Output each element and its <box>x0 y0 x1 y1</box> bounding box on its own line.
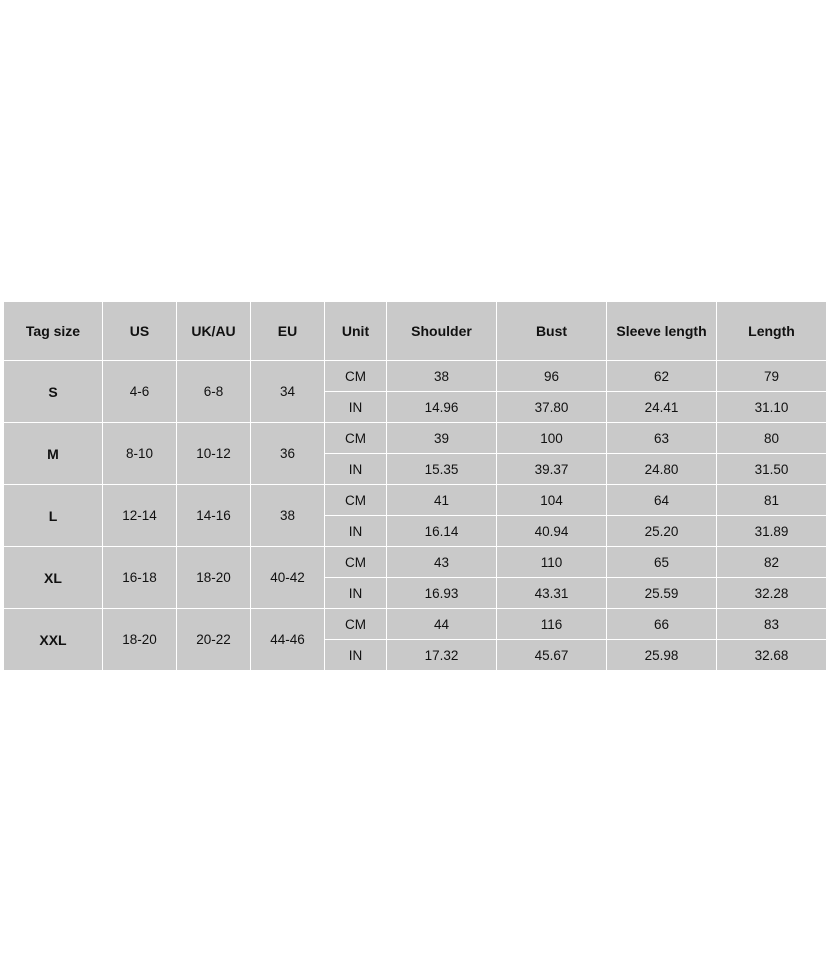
cell-length-in: 31.10 <box>717 392 827 423</box>
table-body <box>4 361 827 671</box>
cell-us: 8-10 <box>103 423 177 485</box>
cell-shoulder-in: 17.32 <box>387 640 497 671</box>
cell-unit-in: IN <box>325 640 387 671</box>
cell-bust-cm: 110 <box>497 547 607 578</box>
cell-shoulder-in: 15.35 <box>387 454 497 485</box>
cell-us: 16-18 <box>103 547 177 609</box>
cell-eu: 40-42 <box>251 547 325 609</box>
cell-length-cm: 80 <box>717 423 827 454</box>
cell-tag-size: M <box>4 423 103 485</box>
cell-sleeve-length-cm: 66 <box>607 609 717 640</box>
cell-length-in: 32.28 <box>717 578 827 609</box>
cell-shoulder-cm: 41 <box>387 485 497 516</box>
cell-bust-cm: 96 <box>497 361 607 392</box>
header-row <box>4 302 827 361</box>
cell-bust-in: 45.67 <box>497 640 607 671</box>
cell-us: 4-6 <box>103 361 177 423</box>
cell-sleeve-length-cm: 63 <box>607 423 717 454</box>
cell-bust-cm: 104 <box>497 485 607 516</box>
cell-length-in: 31.89 <box>717 516 827 547</box>
cell-shoulder-cm: 38 <box>387 361 497 392</box>
cell-uk-au: 20-22 <box>177 609 251 671</box>
cell-bust-cm: 116 <box>497 609 607 640</box>
cell-tag-size: XXL <box>4 609 103 671</box>
cell-unit-in: IN <box>325 516 387 547</box>
cell-unit-cm: CM <box>325 423 387 454</box>
header-unit: Unit <box>325 302 387 361</box>
cell-unit-in: IN <box>325 392 387 423</box>
cell-unit-cm: CM <box>325 547 387 578</box>
header-uk-au: UK/AU <box>177 302 251 361</box>
header-shoulder: Shoulder <box>387 302 497 361</box>
cell-shoulder-cm: 39 <box>387 423 497 454</box>
cell-bust-in: 43.31 <box>497 578 607 609</box>
cell-bust-in: 40.94 <box>497 516 607 547</box>
cell-eu: 36 <box>251 423 325 485</box>
cell-unit-in: IN <box>325 454 387 485</box>
cell-sleeve-length-cm: 62 <box>607 361 717 392</box>
cell-sleeve-length-cm: 65 <box>607 547 717 578</box>
table-row <box>4 485 827 516</box>
cell-sleeve-length-in: 25.20 <box>607 516 717 547</box>
table-row <box>4 547 827 578</box>
cell-eu: 44-46 <box>251 609 325 671</box>
cell-us: 18-20 <box>103 609 177 671</box>
cell-unit-cm: CM <box>325 361 387 392</box>
cell-uk-au: 18-20 <box>177 547 251 609</box>
cell-sleeve-length-in: 25.98 <box>607 640 717 671</box>
cell-bust-in: 37.80 <box>497 392 607 423</box>
cell-eu: 34 <box>251 361 325 423</box>
cell-length-cm: 82 <box>717 547 827 578</box>
cell-sleeve-length-in: 24.80 <box>607 454 717 485</box>
cell-bust-cm: 100 <box>497 423 607 454</box>
size-chart-table <box>3 301 827 671</box>
header-eu: EU <box>251 302 325 361</box>
cell-uk-au: 14-16 <box>177 485 251 547</box>
cell-us: 12-14 <box>103 485 177 547</box>
cell-tag-size: XL <box>4 547 103 609</box>
header-bust: Bust <box>497 302 607 361</box>
table-row <box>4 423 827 454</box>
cell-length-cm: 83 <box>717 609 827 640</box>
table-header <box>4 302 827 361</box>
cell-shoulder-cm: 44 <box>387 609 497 640</box>
cell-shoulder-cm: 43 <box>387 547 497 578</box>
cell-length-cm: 79 <box>717 361 827 392</box>
header-length: Length <box>717 302 827 361</box>
cell-sleeve-length-cm: 64 <box>607 485 717 516</box>
header-tag-size: Tag size <box>4 302 103 361</box>
cell-unit-cm: CM <box>325 485 387 516</box>
cell-length-cm: 81 <box>717 485 827 516</box>
cell-unit-in: IN <box>325 578 387 609</box>
cell-length-in: 31.50 <box>717 454 827 485</box>
cell-length-in: 32.68 <box>717 640 827 671</box>
cell-shoulder-in: 14.96 <box>387 392 497 423</box>
table-row <box>4 609 827 640</box>
header-sleeve-length: Sleeve length <box>607 302 717 361</box>
cell-shoulder-in: 16.14 <box>387 516 497 547</box>
cell-uk-au: 6-8 <box>177 361 251 423</box>
cell-tag-size: S <box>4 361 103 423</box>
size-chart-container <box>3 301 827 671</box>
cell-bust-in: 39.37 <box>497 454 607 485</box>
cell-tag-size: L <box>4 485 103 547</box>
cell-sleeve-length-in: 24.41 <box>607 392 717 423</box>
cell-sleeve-length-in: 25.59 <box>607 578 717 609</box>
header-us: US <box>103 302 177 361</box>
cell-shoulder-in: 16.93 <box>387 578 497 609</box>
cell-unit-cm: CM <box>325 609 387 640</box>
cell-eu: 38 <box>251 485 325 547</box>
cell-uk-au: 10-12 <box>177 423 251 485</box>
table-row <box>4 361 827 392</box>
